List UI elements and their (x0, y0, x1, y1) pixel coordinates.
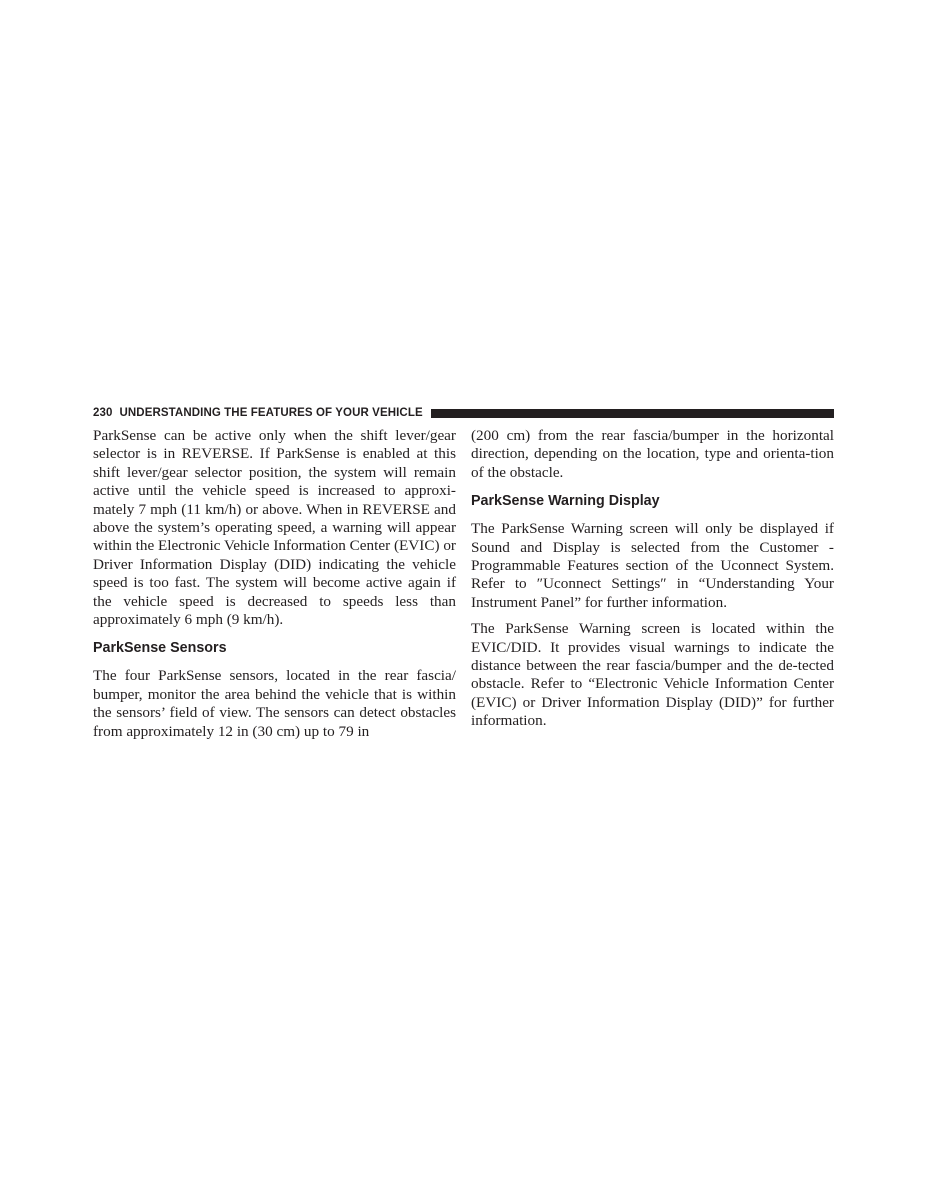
header-rule (431, 409, 834, 418)
heading-parksense-sensors: ParkSense Sensors (93, 640, 227, 657)
paragraph-warning-location: The ParkSense Warning screen is located within the EVIC/DID. It provides visual warnings to indicate the distance between the rear fascia/bumper and the de-tected obstacle. Refer to “Electronic Vehicle Information Center (EVIC) or Driver Information Display (DID)” for further information. (471, 620, 834, 730)
heading-warning-display: ParkSense Warning Display (471, 493, 660, 510)
page-header (93, 405, 834, 421)
page-number: 230 (93, 407, 113, 419)
section-title: UNDERSTANDING THE FEATURES OF YOUR VEHICLE (119, 407, 423, 419)
header-text (93, 405, 423, 421)
right-column (471, 427, 834, 739)
paragraph-sensors: The four ParkSense sensors, located in the rear fascia/ bumper, monitor the area behind the vehicle that is within the sensors’ field of view. The sensors can detect obstacles from approximately 12 in (30 cm) up to 79 in (93, 667, 456, 740)
left-column (93, 427, 456, 749)
paragraph-warning-screen: The ParkSense Warning screen will only be displayed if Sound and Display is selected from the Customer - Programmable Features section of the Uconnect System. Refer to ″Uconnect Settings″ in “Understanding Your Instrument Panel” for further information. (471, 520, 834, 611)
paragraph-active-conditions: ParkSense can be active only when the shift lever/gear selector is in REVERSE. If ParkSense is enabled at this shift lever/gear selector position, the system will remain active until the vehicle speed is increased to approxi-mately 7 mph (11 km/h) or above. When in REVERSE and above the system’s operating speed, a warning will appear within the Electronic Vehicle Information Center (EVIC) or Driver Information Display (DID) indicating the vehicle speed is too fast. The system will become active again if the vehicle speed is decreased to speeds less than approximately 6 mph (9 km/h). (93, 427, 456, 629)
paragraph-sensor-range: (200 cm) from the rear fascia/bumper in the horizontal direction, depending on the location, type and orienta-tion of the obstacle. (471, 427, 834, 481)
